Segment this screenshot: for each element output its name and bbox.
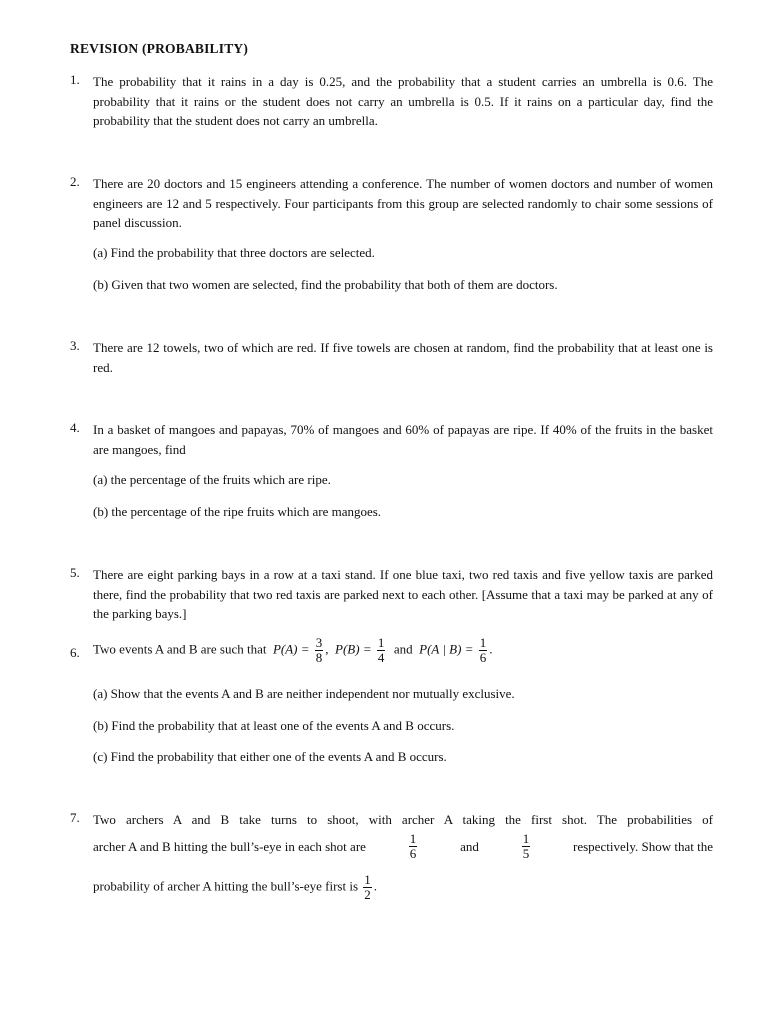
question-4-part-a: (a) the percentage of the fruits which are ripe. xyxy=(93,472,331,487)
question-2 xyxy=(70,174,713,233)
question-6-part-b: (b) Find the probability that at least one of the events A and B occurs. xyxy=(93,718,455,733)
question-text: archer A and B hitting the bull’s-eye in each shot are xyxy=(93,838,366,854)
fraction-denominator: 6 xyxy=(479,650,487,665)
fraction-one-sixth xyxy=(409,832,418,861)
separator: , xyxy=(325,641,329,657)
question-number: 4. xyxy=(70,420,80,435)
question-text: The probability that it rains in a day is 0.25, and the probability that a student carries an umbrella is 0.6. The probability that it rains or the student does not carry an umbrella is 0.5. If it rains on a particular day, find the probability that the student does not carry an umbrella. xyxy=(93,74,713,128)
question-text: respectively. Show that the xyxy=(573,838,713,854)
fraction-denominator: 6 xyxy=(409,846,417,861)
question-number: 7. xyxy=(70,810,80,825)
question-number: 3. xyxy=(70,338,80,353)
fraction-numerator: 3 xyxy=(315,635,323,650)
fraction-numerator: 1 xyxy=(479,635,487,650)
end-period: . xyxy=(373,878,378,894)
fraction-numerator: 1 xyxy=(377,635,385,650)
prob-a-given-b-label: P(A | B) = xyxy=(419,641,474,657)
question-7 xyxy=(70,810,713,830)
end-period: . xyxy=(489,641,493,657)
question-text: probability of archer A hitting the bull’s-eye first is xyxy=(93,878,359,894)
question-text xyxy=(93,636,713,665)
question-1 xyxy=(70,72,713,131)
prob-a-label: P(A) = xyxy=(272,641,310,657)
question-number: 6. xyxy=(70,645,80,660)
question-3 xyxy=(70,338,713,377)
question-5 xyxy=(70,565,713,624)
fraction-denominator: 5 xyxy=(522,846,530,861)
and-text: and xyxy=(460,838,479,854)
question-number: 1. xyxy=(70,72,80,87)
question-text: In a basket of mangoes and papayas, 70% of mangoes and 60% of papayas are ripe. If 40% of the fruits in the basket are mangoes, find xyxy=(93,422,713,457)
prob-a-fraction xyxy=(315,636,324,665)
question-4 xyxy=(70,420,713,459)
fraction-numerator: 1 xyxy=(522,831,530,846)
question-lead-text: Two events A and B are such that xyxy=(93,641,267,657)
question-number: 2. xyxy=(70,174,80,189)
question-7-line-3 xyxy=(93,873,713,902)
question-text: There are eight parking bays in a row at a taxi stand. If one blue taxi, two red taxis and five yellow taxis are parked there, find the probability that two red taxis are parked next to each other. [Assume that a taxi may be parked at any of the parking bays.] xyxy=(93,567,713,621)
question-6-part-c: (c) Find the probability that either one of the events A and B occurs. xyxy=(93,749,447,764)
question-text: There are 12 towels, two of which are red. If five towels are chosen at random, find the probability that at least one is red. xyxy=(93,340,713,375)
fraction-denominator: 2 xyxy=(364,887,371,902)
fraction-denominator: 4 xyxy=(377,650,385,665)
question-6-part-a: (a) Show that the events A and B are neither independent nor mutually exclusive. xyxy=(93,686,515,701)
fraction-numerator: 1 xyxy=(409,831,417,846)
question-number: 5. xyxy=(70,565,80,580)
fraction-denominator: 8 xyxy=(315,650,323,665)
page-title: REVISION (PROBABILITY) xyxy=(70,41,249,56)
question-6 xyxy=(70,636,713,665)
question-4-part-b: (b) the percentage of the ripe fruits which are mangoes. xyxy=(93,504,382,519)
question-2-part-b: (b) Given that two women are selected, find the probability that both of them are doctors. xyxy=(93,277,558,292)
fraction-one-half xyxy=(363,873,372,902)
question-line-1: Two archers A and B take turns to shoot, with archer A taking the first shot. The probabilities of xyxy=(93,812,713,827)
question-2-part-a: (a) Find the probability that three doctors are selected. xyxy=(93,245,375,260)
question-text: There are 20 doctors and 15 engineers attending a conference. The number of women doctors and number of women engineers are 12 and 5 respectively. Four participants from this group are selected randomly to chair some sessions of panel discussion. xyxy=(93,176,713,230)
prob-a-given-b-fraction xyxy=(479,636,488,665)
fraction-numerator: 1 xyxy=(364,872,371,887)
and-text: and xyxy=(393,641,413,657)
fraction-one-fifth xyxy=(522,832,531,861)
question-7-line-2 xyxy=(93,832,713,861)
prob-b-fraction xyxy=(377,636,386,665)
prob-b-label: P(B) = xyxy=(335,641,372,657)
